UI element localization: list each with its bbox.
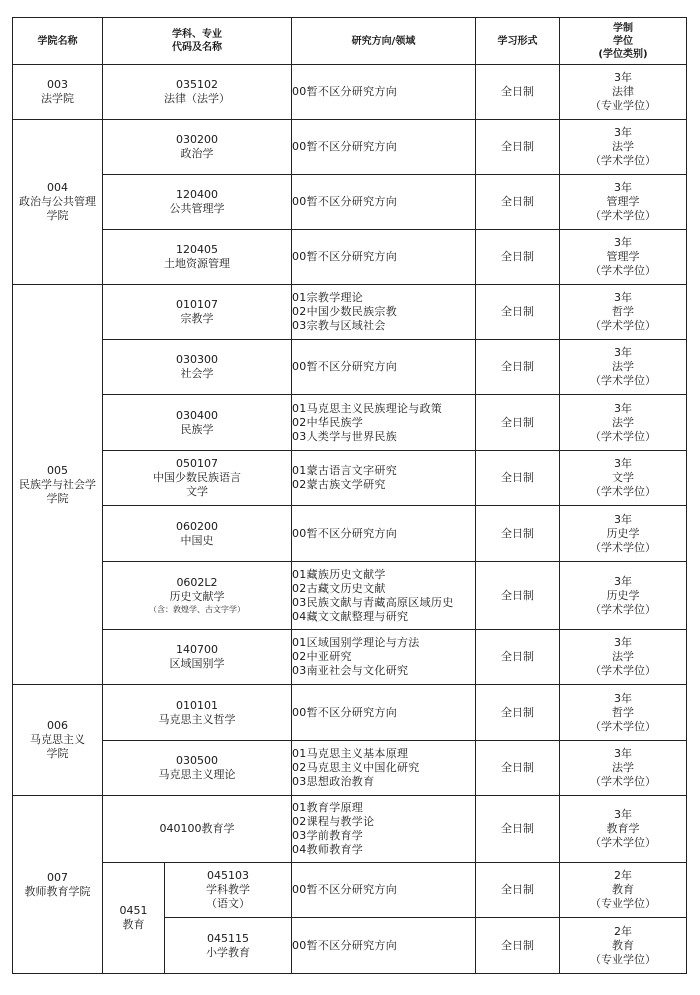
mode-cell: 全日制: [476, 65, 560, 120]
major-cell: [103, 340, 292, 395]
degree-cell: [560, 175, 687, 230]
major-name: 宗教学: [180, 312, 214, 325]
major-cell: [103, 175, 292, 230]
major-note: （含：敦煌学、古文字学）: [149, 605, 245, 614]
direction-cell: [292, 685, 476, 741]
mode-cell: 全日制: [476, 685, 560, 741]
major-name: 公共管理学: [169, 202, 225, 215]
degree-name: 哲学: [612, 705, 634, 719]
direction-item: 00暂不区分研究方向: [292, 250, 397, 263]
header-degree-line1: 学制: [613, 22, 633, 34]
mode-cell: 全日制: [476, 175, 560, 230]
degree-name: 管理学: [606, 250, 640, 263]
table-row: [13, 65, 687, 120]
direction-cell: [292, 741, 476, 796]
degree-name: 法学: [612, 650, 634, 663]
major-code: 010107: [176, 298, 218, 311]
direction-cell: [292, 285, 476, 340]
degree-type: （学术学位）: [590, 602, 656, 616]
mode-cell: 全日制: [476, 863, 560, 918]
major-name: 马克思主义理论: [158, 768, 236, 781]
direction-item: 02中亚研究: [292, 650, 352, 663]
degree-cell: [560, 340, 687, 395]
college-code: 003: [47, 78, 68, 91]
college-cell: [13, 65, 103, 120]
major-cell: [103, 685, 292, 741]
major-name: 政治学: [180, 147, 214, 160]
major-cell: [103, 120, 292, 175]
table-row: [13, 120, 687, 175]
major-code: 120405: [176, 243, 218, 256]
direction-item: 00暂不区分研究方向: [292, 140, 397, 153]
major-cell: [103, 741, 292, 796]
college-name-line2: 学院: [46, 491, 69, 505]
degree-name: 历史学: [606, 588, 640, 602]
mode-cell: 全日制: [476, 741, 560, 796]
degree-name: 法学: [612, 360, 634, 373]
direction-item: 00暂不区分研究方向: [292, 938, 397, 952]
direction-item: 03民族文献与青藏高原区域历史: [292, 595, 454, 609]
direction-cell: [292, 451, 476, 506]
mode-cell: 全日制: [476, 340, 560, 395]
direction-item: 03人类学与世界民族: [292, 429, 397, 443]
major-code: 045103: [207, 869, 249, 882]
mode-cell: 全日制: [476, 796, 560, 863]
table-row: [13, 630, 687, 685]
degree-cell: [560, 230, 687, 285]
college-name-line1: 政治与公共管理: [19, 195, 96, 208]
header-major-line1: 学科、专业: [172, 29, 222, 40]
degree-cell: [560, 285, 687, 340]
major-name-line1: 中国少数民族语言: [153, 471, 241, 484]
table-row: [13, 340, 687, 395]
degree-type: （学术学位）: [590, 429, 656, 443]
major-name: 中国史: [180, 533, 214, 547]
degree-name: 教育: [612, 938, 634, 952]
degree-cell: [560, 863, 687, 918]
major-cell: [103, 506, 292, 562]
major-code: 030200: [176, 133, 218, 146]
major-code: 050107: [176, 457, 218, 470]
degree-years: 2年: [614, 924, 632, 938]
header-major: [103, 18, 292, 65]
direction-item: 02蒙古族文学研究: [292, 478, 386, 491]
degree-type: （专业学位）: [590, 897, 656, 910]
degree-years: 3年: [614, 512, 632, 526]
degree-cell: [560, 630, 687, 685]
direction-item: 00暂不区分研究方向: [292, 705, 397, 719]
header-college: 学院名称: [13, 18, 103, 65]
college-name-line2: 学院: [46, 747, 69, 760]
degree-years: 3年: [614, 574, 632, 588]
college-name-line1: 马克思主义: [30, 733, 85, 746]
degree-name: 管理学: [606, 195, 640, 208]
major-cell: [103, 562, 292, 630]
table-row: [13, 506, 687, 562]
header-direction: 研究方向/领域: [292, 18, 476, 65]
major-code-name: 040100教育学: [159, 822, 235, 835]
direction-item: 01宗教学理论: [292, 291, 364, 304]
direction-item: 02中华民族学: [292, 415, 364, 429]
degree-cell: [560, 395, 687, 451]
degree-cell: [560, 65, 687, 120]
degree-name: 法律: [612, 85, 634, 98]
mode-cell: 全日制: [476, 395, 560, 451]
major-name: 区域国别学: [169, 657, 225, 670]
direction-item: 00暂不区分研究方向: [292, 883, 397, 896]
direction-item: 02马克思主义中国化研究: [292, 761, 420, 774]
degree-name: 法学: [612, 415, 634, 429]
table-row: [13, 741, 687, 796]
major-code: 045115: [207, 931, 249, 945]
degree-years: 3年: [614, 346, 632, 359]
header-degree-line3: (学位类别): [598, 48, 648, 60]
direction-cell: [292, 918, 476, 974]
major-code: 010101: [176, 698, 218, 712]
degree-years: 3年: [614, 808, 632, 821]
degree-years: 3年: [614, 71, 632, 84]
direction-item: 00暂不区分研究方向: [292, 85, 397, 98]
college-cell: [13, 796, 103, 974]
direction-item: 03思想政治教育: [292, 775, 375, 788]
major-cell: [165, 863, 292, 918]
direction-item: 00暂不区分研究方向: [292, 195, 397, 208]
mode-cell: 全日制: [476, 630, 560, 685]
college-name-line1: 民族学与社会学: [19, 477, 96, 491]
direction-cell: [292, 65, 476, 120]
header-row: [13, 18, 687, 65]
degree-name: 教育: [612, 883, 634, 896]
college-name: 法学院: [41, 92, 74, 105]
degree-years: 2年: [614, 869, 632, 882]
major-name-line1: 学科教学: [206, 883, 250, 896]
college-name-line2: 学院: [46, 209, 69, 222]
table-row: [13, 863, 687, 918]
mode-cell: 全日制: [476, 120, 560, 175]
college-cell: [13, 685, 103, 796]
table-row: [13, 285, 687, 340]
mode-cell: 全日制: [476, 506, 560, 562]
direction-cell: [292, 630, 476, 685]
degree-type: （学术学位）: [590, 154, 656, 167]
college-cell: [13, 285, 103, 685]
degree-name: 哲学: [612, 305, 634, 318]
degree-years: 3年: [614, 236, 632, 249]
degree-name: 教育学: [606, 822, 640, 835]
direction-item: 03宗教与区域社会: [292, 319, 386, 332]
mode-cell: 全日制: [476, 562, 560, 630]
degree-cell: [560, 562, 687, 630]
major-name: 社会学: [180, 367, 214, 380]
degree-type: （专业学位）: [590, 99, 656, 112]
table-row: [13, 395, 687, 451]
major-code: 120400: [176, 188, 218, 201]
college-name: 教师教育学院: [24, 884, 91, 898]
degree-years: 3年: [614, 747, 632, 760]
degree-years: 3年: [614, 181, 632, 194]
degree-cell: [560, 796, 687, 863]
direction-cell: [292, 340, 476, 395]
table-row: [13, 230, 687, 285]
college-code: 004: [47, 181, 68, 194]
direction-cell: [292, 796, 476, 863]
major-group-code: 0451: [119, 904, 148, 917]
degree-type: （学术学位）: [590, 319, 656, 332]
major-name-line2: 文学: [186, 485, 208, 498]
degree-type: （学术学位）: [590, 209, 656, 222]
degree-type: （学术学位）: [590, 374, 656, 387]
direction-item: 00暂不区分研究方向: [292, 360, 397, 373]
degree-years: 3年: [614, 457, 632, 470]
degree-cell: [560, 685, 687, 741]
header-degree-line2: 学位: [613, 35, 633, 47]
header-major-line2: 代码及名称: [172, 42, 222, 53]
major-name: 法律（法学）: [164, 92, 230, 105]
major-name: 小学教育: [206, 945, 250, 959]
direction-item: 04教师教育学: [292, 843, 364, 856]
mode-cell: 全日制: [476, 285, 560, 340]
direction-cell: [292, 562, 476, 630]
table-row: [13, 796, 687, 863]
major-code: 035102: [176, 78, 218, 91]
major-cell: [103, 395, 292, 451]
table-row: [13, 175, 687, 230]
degree-years: 3年: [614, 636, 632, 649]
college-code: 005: [47, 463, 68, 477]
major-code: 030300: [176, 353, 218, 366]
degree-years: 3年: [614, 401, 632, 415]
mode-cell: 全日制: [476, 918, 560, 974]
mode-cell: 全日制: [476, 230, 560, 285]
degree-name: 历史学: [606, 526, 640, 540]
mode-cell: 全日制: [476, 451, 560, 506]
major-cell: [103, 630, 292, 685]
direction-item: 01教育学原理: [292, 801, 364, 814]
direction-item: 03学前教育学: [292, 829, 364, 842]
degree-name: 法学: [612, 140, 634, 153]
major-group-cell: [103, 863, 165, 974]
major-name-line2: （语文）: [206, 897, 250, 910]
degree-type: （学术学位）: [590, 264, 656, 277]
header-mode: 学习形式: [476, 18, 560, 65]
program-table: [12, 17, 687, 974]
degree-type: （学术学位）: [590, 540, 656, 554]
direction-item: 01马克思主义基本原理: [292, 747, 409, 760]
major-name: 民族学: [180, 422, 214, 436]
degree-type: （学术学位）: [590, 485, 656, 498]
direction-cell: [292, 395, 476, 451]
degree-cell: [560, 506, 687, 562]
degree-name: 法学: [612, 761, 634, 774]
direction-cell: [292, 506, 476, 562]
college-cell: [13, 120, 103, 285]
major-name: 土地资源管理: [164, 257, 230, 270]
direction-cell: [292, 863, 476, 918]
direction-item: 04藏文文献整理与研究: [292, 609, 409, 623]
direction-item: 02中国少数民族宗教: [292, 305, 397, 318]
direction-item: 01区域国别学理论与方法: [292, 636, 420, 649]
degree-cell: [560, 918, 687, 974]
table-row: [13, 451, 687, 506]
degree-type: （学术学位）: [590, 775, 656, 788]
direction-cell: [292, 175, 476, 230]
degree-cell: [560, 451, 687, 506]
direction-item: 02课程与教学论: [292, 815, 375, 828]
direction-item: 00暂不区分研究方向: [292, 526, 397, 540]
degree-cell: [560, 120, 687, 175]
direction-item: 02古藏文历史文献: [292, 581, 386, 595]
college-code: 007: [47, 870, 68, 884]
major-cell: [103, 451, 292, 506]
major-cell: [103, 65, 292, 120]
major-cell: [165, 918, 292, 974]
degree-type: （学术学位）: [590, 664, 656, 677]
direction-cell: [292, 230, 476, 285]
direction-item: 01蒙古语言文字研究: [292, 464, 397, 477]
degree-type: （学术学位）: [590, 836, 656, 849]
major-code: 060200: [176, 519, 218, 533]
degree-type: （专业学位）: [590, 952, 656, 966]
major-cell: [103, 230, 292, 285]
degree-cell: [560, 741, 687, 796]
direction-item: 01藏族历史文献学: [292, 567, 386, 581]
major-code: 140700: [176, 643, 218, 656]
major-name: 马克思主义哲学: [158, 712, 236, 726]
major-cell: [103, 285, 292, 340]
major-group-name: 教育: [122, 918, 145, 931]
major-cell: [103, 796, 292, 863]
degree-years: 3年: [614, 691, 632, 705]
major-code: 0602L2: [176, 576, 218, 589]
direction-item: 01马克思主义民族理论与政策: [292, 401, 443, 415]
degree-years: 3年: [614, 291, 632, 304]
table-row: [13, 562, 687, 630]
college-code: 006: [47, 719, 68, 732]
degree-name: 文学: [612, 471, 634, 484]
table-row: [13, 685, 687, 741]
direction-cell: [292, 120, 476, 175]
major-code: 030500: [176, 754, 218, 767]
degree-type: （学术学位）: [590, 719, 656, 733]
degree-years: 3年: [614, 126, 632, 139]
major-name: 历史文献学: [169, 590, 225, 603]
header-degree: [560, 18, 687, 65]
major-code: 030400: [176, 408, 218, 422]
direction-item: 03南亚社会与文化研究: [292, 664, 409, 677]
